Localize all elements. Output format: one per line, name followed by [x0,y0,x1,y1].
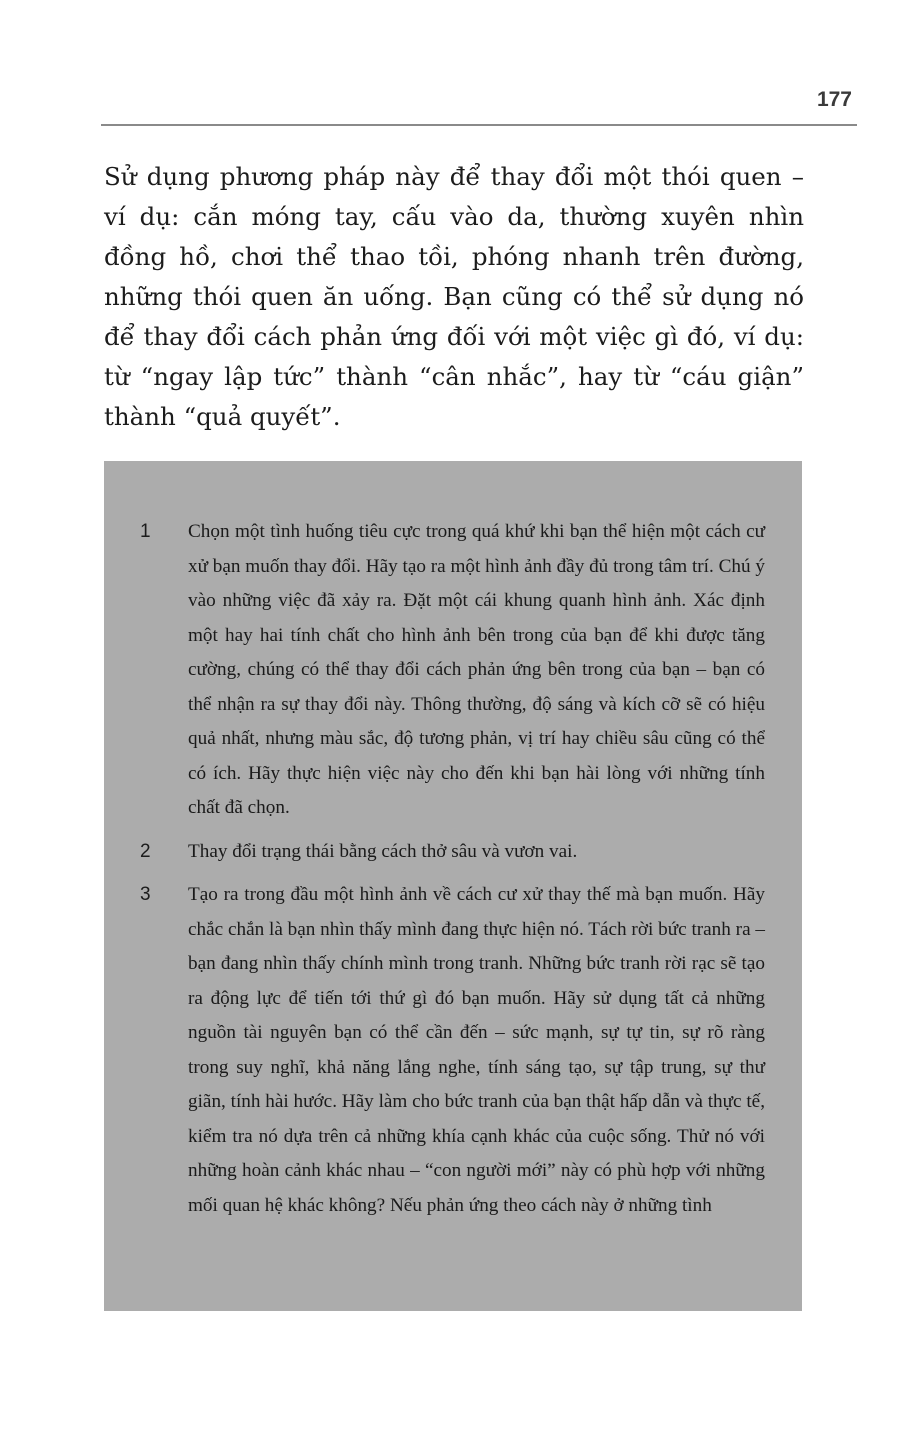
step-text: Tạo ra trong đầu một hình ảnh về cách cư xử thay thế mà bạn muốn. Hãy chắc chắn là bạn nhìn thấy mình đang thực hiện nó. Tách rời bức tranh ra – bạn đang nhìn thấy chính mình trong tranh. Những bức tranh rời rạc sẽ tạo ra động lực để tiến tới thứ gì đó bạn muốn. Hãy sử dụng tất cả những nguồn tài nguyên bạn có thể cần đến – sức mạnh, sự tự tin, sự rõ ràng trong suy nghĩ, khả năng lắng nghe, tính sáng tạo, sự tập trung, sự thư giãn, tính hài hước. Hãy làm cho bức tranh của bạn thật hấp dẫn và thực tế, kiểm tra nó dựa trên cả những khía cạnh khác của cuộc sống. Thử nó với những hoàn cảnh khác nhau – “con người mới” này có phù hợp với những mối quan hệ khác không? Nếu phản ứng theo cách này ở những tình [188,884,765,1216]
exercise-steps [104,515,802,1232]
step-item [104,515,802,826]
step-item [104,835,802,870]
step-number: 1 [140,521,151,542]
step-text: Thay đổi trạng thái bằng cách thở sâu và vươn vai. [188,840,578,862]
header-rule [101,124,857,126]
page-number: 177 [816,88,852,111]
exercise-box [104,461,802,1311]
intro-paragraph: Sử dụng phương pháp này để thay đổi một thói quen – ví dụ: cắn móng tay, cấu vào da, thường xuyên nhìn đồng hồ, chơi thể thao tồi, phóng nhanh trên đường, những thói quen ăn uống. Bạn cũng có thể sử dụng nó để thay đổi cách phản ứng đối với một việc gì đó, ví dụ: từ “ngay lập tức” thành “cân nhắc”, hay từ “cáu giận” thành “quả quyết”. [104,162,804,431]
step-text: Chọn một tình huống tiêu cực trong quá khứ khi bạn thể hiện một cách cư xử bạn muốn thay đổi. Hãy tạo ra một hình ảnh đầy đủ trong tâm trí. Chú ý vào những việc đã xảy ra. Đặt một cái khung quanh hình ảnh. Xác định một hay hai tính chất cho hình ảnh bên trong của bạn để khi được tăng cường, chúng có thể thay đổi cách phản ứng bên trong của bạn – bạn có thể nhận ra sự thay đổi này. Thông thường, độ sáng và kích cỡ sẽ có hiệu quả nhất, nhưng màu sắc, độ tương phản, vị trí hay chiều sâu cũng có thể có ích. Hãy thực hiện việc này cho đến khi bạn hài lòng với những tính chất đã chọn. [188,521,765,818]
step-number: 2 [140,840,151,862]
step-item [104,878,802,1223]
step-number: 3 [140,884,151,905]
